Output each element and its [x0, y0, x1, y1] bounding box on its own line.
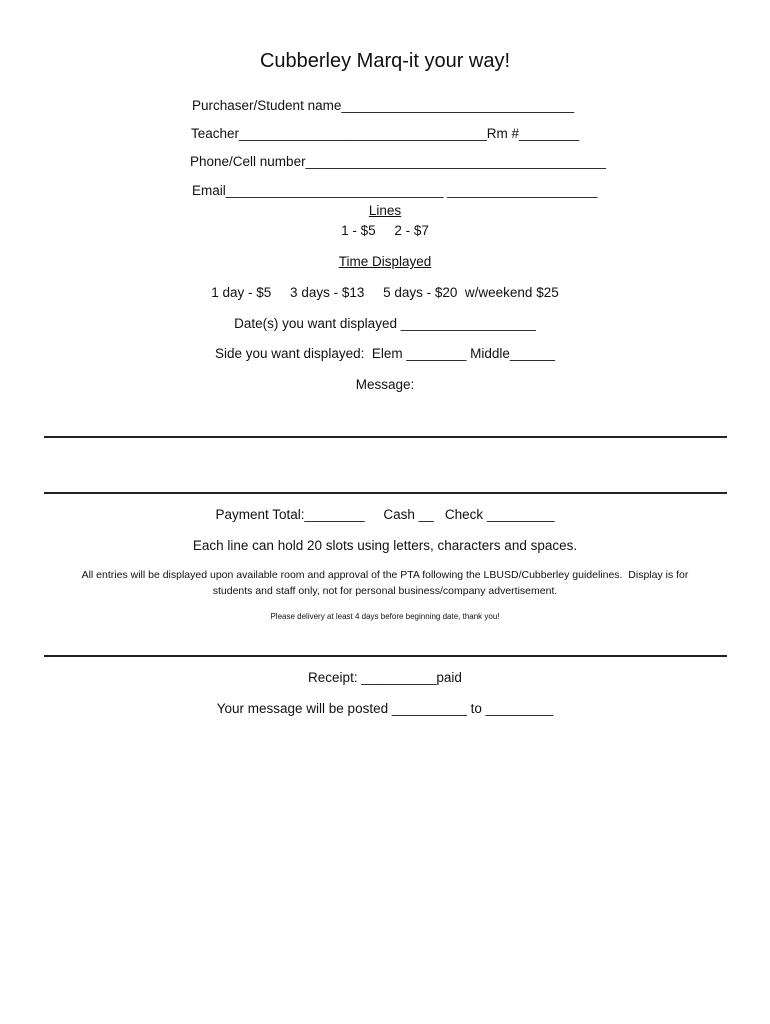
purchaser-name-field: Purchaser/Student name_______________________________: [192, 98, 575, 113]
time-displayed-heading: Time Displayed: [338, 254, 432, 269]
message-label: Message:: [355, 377, 415, 392]
delivery-note: Please delivery at least 4 days before beginning date, thank you!: [270, 612, 500, 621]
dates-field: Date(s) you want displayed __________________: [234, 316, 536, 331]
message-line-1: [44, 436, 727, 438]
capacity-note: Each line can hold 20 slots using letters, characters and spaces.: [192, 538, 578, 553]
lines-prices: 1 - $5 2 - $7: [341, 223, 429, 238]
posted-dates-field: Your message will be posted __________ to _________: [216, 701, 554, 716]
section-divider: [44, 655, 727, 657]
email-field: Email_____________________________ ____________________: [192, 183, 598, 198]
notice-line-1: All entries will be displayed upon available room and approval of the PTA following the LBUSD/Cubberley guidelines. Display is for: [81, 569, 689, 581]
message-line-2: [44, 492, 727, 494]
side-displayed-field: Side you want displayed: Elem ________ Middle______: [215, 346, 555, 361]
lines-heading: Lines: [368, 203, 402, 218]
notice-line-2: students and staff only, not for personal business/company advertisement.: [212, 585, 558, 597]
form-title: Cubberley Marq-it your way!: [259, 50, 511, 72]
time-displayed-prices: 1 day - $5 3 days - $13 5 days - $20 w/weekend $25: [211, 285, 559, 300]
payment-field: Payment Total:________ Cash __ Check _________: [215, 507, 555, 522]
receipt-field: Receipt: __________paid: [308, 670, 462, 685]
teacher-room-field: Teacher_________________________________Rm #________: [191, 126, 580, 141]
phone-field: Phone/Cell number________________________________________: [190, 154, 606, 169]
